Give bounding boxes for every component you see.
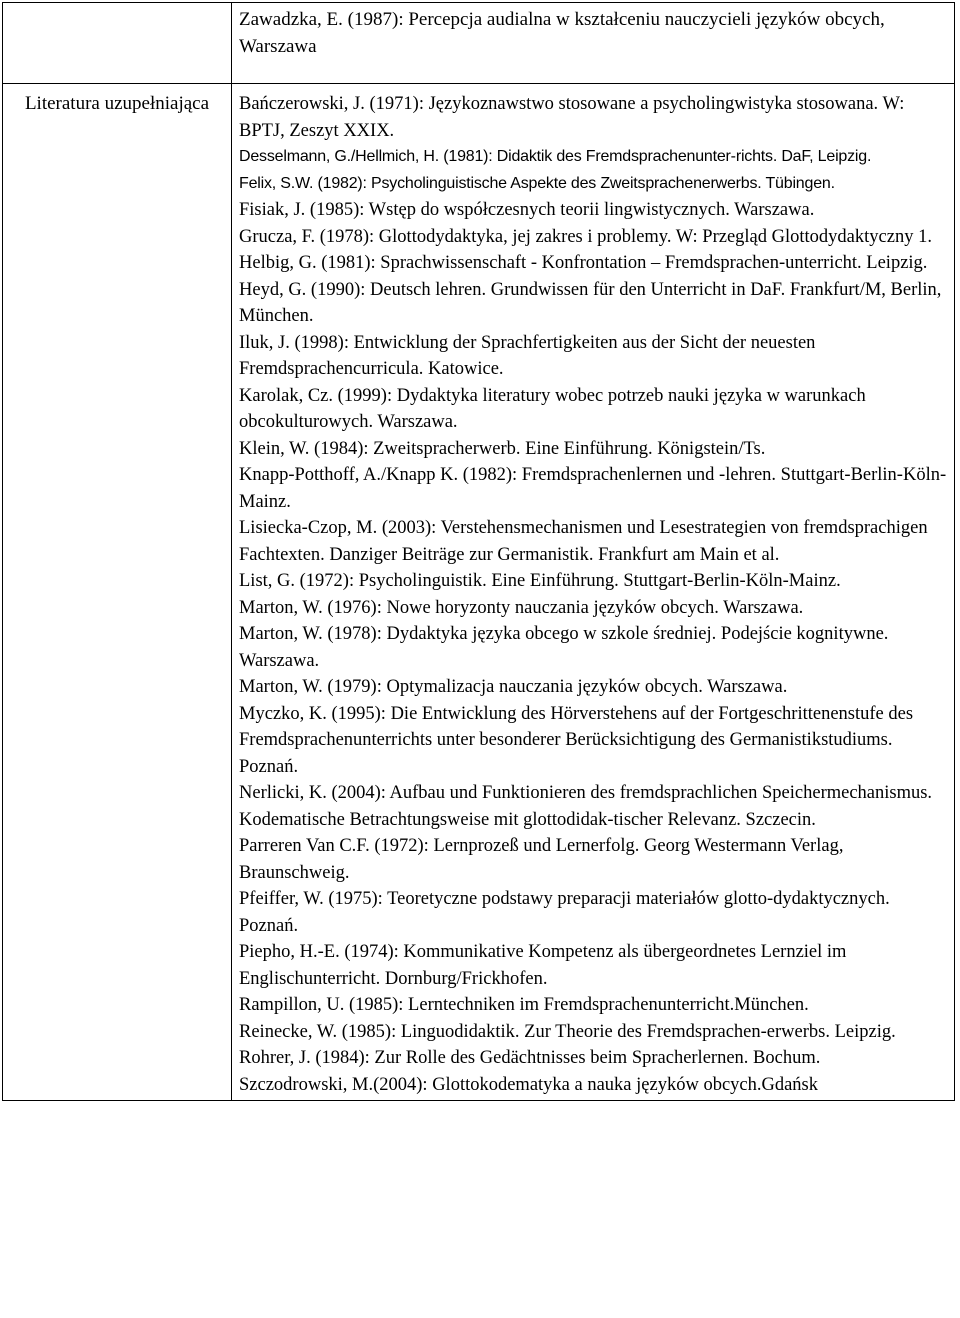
reference-entry: Desselmann, G./Hellmich, H. (1981): Didaktik des Fremdsprachenunter-richts. DaF, Leipzig. bbox=[239, 148, 872, 165]
reference-entry: Parreren Van C.F. (1972): Lernprozeß und Lernerfolg. Georg Westermann Verlag, Braunschweig. bbox=[239, 836, 844, 883]
reference-entry: Felix, S.W. (1982): Psycholinguistische Aspekte des Zweitsprachenerwerbs. Tübingen. bbox=[239, 174, 835, 192]
reference-entry: Pfeiffer, W. (1975): Teoretyczne podstawy preparacji materiałów glotto-dydaktycznych. Poznań. bbox=[239, 889, 890, 936]
reference-entry: Lisiecka-Czop, M. (2003): Verstehensmechanismen und Lesestrategien von fremdsprachigen Fachtexten. Danziger Beiträge zur Germanistik. Frankfurt am Main et al. bbox=[239, 518, 928, 565]
label-cell-empty bbox=[3, 3, 232, 84]
reference-entry: Fisiak, J. (1985): Wstęp do współczesnych teorii lingwistycznych. Warszawa. bbox=[239, 200, 815, 220]
bibliography-table bbox=[2, 2, 955, 1101]
reference-entry: Heyd, G. (1990): Deutsch lehren. Grundwissen für den Unterricht in DaF. Frankfurt/M, Berlin, München. bbox=[239, 279, 942, 326]
reference-entry: Marton, W. (1978): Dydaktyka języka obcego w szkole średniej. Podejście kognitywne. Warszawa. bbox=[239, 624, 889, 671]
reference-entry: Iluk, J. (1998): Entwicklung der Sprachfertigkeiten aus der Sicht der neuesten Fremdsprachencurricula. Katowice. bbox=[239, 332, 816, 379]
reference-entry: Reinecke, W. (1985): Linguodidaktik. Zur Theorie des Fremdsprachen-erwerbs. Leipzig. bbox=[239, 1021, 896, 1042]
section-label: Literatura uzupełniająca bbox=[24, 93, 210, 114]
table-row bbox=[3, 84, 955, 1101]
reference-entry: Helbig, G. (1981): Sprachwissenschaft - Konfrontation – Fremdsprachen-unterricht. Leipzig. bbox=[239, 253, 928, 273]
reference-entry: Rampillon, U. (1985): Lerntechniken im Fremdsprachenunterricht.München. bbox=[239, 995, 809, 1015]
reference-entry: Piepho, H.-E. (1974): Kommunikative Kompetenz als übergeordnetes Lernziel im Englischunterricht. Dornburg/Frickhofen. bbox=[239, 942, 847, 989]
reference-entry: Klein, W. (1984): Zweitspracherwerb. Eine Einführung. Königstein/Ts. bbox=[239, 438, 766, 459]
reference-entry: Knapp-Potthoff, A./Knapp K. (1982): Fremdsprachenlernen und -lehren. Stuttgart-Berlin-Köln-Mainz. bbox=[239, 465, 947, 512]
reference-list bbox=[239, 84, 948, 1100]
reference-entry: Nerlicki, K. (2004): Aufbau und Funktionieren des fremdsprachlichen Speichermechanismus. Kodematische Betrachtungsweise mit glottodidak-tischer Relevanz. Szczecin. bbox=[239, 783, 933, 830]
reference-entry: Rohrer, J. (1984): Zur Rolle des Gedächtnisses beim Spracherlernen. Bochum. bbox=[239, 1048, 821, 1068]
content-cell bbox=[232, 84, 955, 1101]
row-label bbox=[3, 3, 231, 10]
reference-entry: Myczko, K. (1995): Die Entwicklung des Hörverstehens auf der Fortgeschrittenenstufe des Fremdsprachenunterrichts unter besonderer Berücksichtigung des Germanistikstudiums. Poznań. bbox=[239, 703, 914, 777]
table-row bbox=[3, 3, 955, 84]
content-cell bbox=[232, 3, 955, 84]
reference-entry: Zawadzka, E. (1987): Percepcja audialna w kształceniu nauczycieli języków obcych, Warszawa bbox=[239, 9, 885, 57]
label-cell bbox=[3, 84, 232, 1101]
reference-entry: Marton, W. (1979): Optymalizacja nauczania języków obcych. Warszawa. bbox=[239, 677, 788, 697]
reference-entry: Marton, W. (1976): Nowe horyzonty nauczania języków obcych. Warszawa. bbox=[239, 597, 804, 618]
reference-entry: List, G. (1972): Psycholinguistik. Eine Einführung. Stuttgart-Berlin-Köln-Mainz. bbox=[239, 571, 841, 591]
reference-entry: Bańczerowski, J. (1971): Językoznawstwo stosowane a psycholingwistyka stosowana. W: BPTJ, Zeszyt XXIX. bbox=[239, 94, 905, 141]
reference-entry: Karolak, Cz. (1999): Dydaktyka literatury wobec potrzeb nauki języka w warunkach obcokulturowych. Warszawa. bbox=[239, 385, 866, 432]
reference-entry: Grucza, F. (1978): Glottodydaktyka, jej zakres i problemy. W: Przegląd Glottodydaktyczny 1. bbox=[239, 226, 932, 247]
reference-entry: Szczodrowski, M.(2004): Glottokodematyka a nauka języków obcych.Gdańsk bbox=[239, 1074, 819, 1095]
